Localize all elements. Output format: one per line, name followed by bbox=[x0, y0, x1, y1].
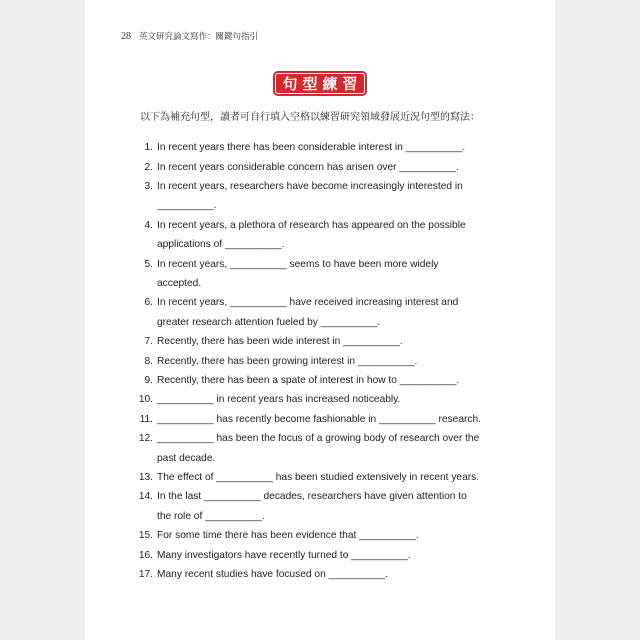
item-number: 4. bbox=[144, 219, 153, 231]
list-item bbox=[133, 565, 481, 584]
item-line: In the last __________ decades, researchers have given attention to bbox=[157, 491, 467, 503]
item-line: __________ in recent years has increased noticeably. bbox=[157, 394, 401, 406]
list-item bbox=[133, 255, 481, 294]
list-item bbox=[133, 293, 481, 332]
sentence-pattern-list bbox=[133, 138, 481, 584]
list-item bbox=[133, 177, 481, 216]
item-line: For some time there has been evidence that __________. bbox=[157, 530, 419, 542]
item-line: greater research attention fueled by __________. bbox=[157, 316, 381, 328]
item-number: 1. bbox=[144, 142, 153, 154]
item-number: 17. bbox=[138, 568, 153, 580]
item-line: The effect of __________ has been studied extensively in recent years. bbox=[157, 471, 480, 483]
item-number: 6. bbox=[144, 297, 153, 309]
item-number: 3. bbox=[144, 181, 153, 193]
item-number: 15. bbox=[138, 530, 153, 542]
item-line: In recent years, researchers have become increasingly interested in bbox=[157, 181, 463, 193]
list-item bbox=[133, 158, 481, 177]
item-line: __________. bbox=[157, 200, 217, 212]
item-number: 9. bbox=[144, 374, 153, 386]
item-number: 5. bbox=[144, 258, 153, 270]
list-item bbox=[133, 138, 481, 157]
list-item bbox=[133, 429, 481, 468]
list-item bbox=[133, 352, 481, 371]
item-line: __________ has been the focus of a growing body of research over the bbox=[157, 433, 480, 445]
list-item bbox=[133, 390, 481, 409]
item-line: Many recent studies have focused on __________. bbox=[157, 568, 389, 580]
item-line: In recent years there has been considerable interest in __________. bbox=[157, 142, 466, 154]
item-line: __________ has recently become fashionable in __________ research. bbox=[157, 413, 481, 425]
item-line: In recent years considerable concern has arisen over __________. bbox=[157, 161, 459, 173]
item-line: Many investigators have recently turned to __________. bbox=[157, 549, 411, 561]
item-line: In recent years, __________ have received increasing interest and bbox=[157, 297, 459, 309]
list-item bbox=[133, 526, 481, 545]
item-number: 12. bbox=[138, 433, 153, 445]
item-number: 13. bbox=[138, 471, 153, 483]
item-line: In recent years, __________ seems to have been more widely bbox=[157, 258, 439, 270]
item-number: 16. bbox=[138, 549, 153, 561]
item-number: 11. bbox=[139, 413, 153, 425]
item-number: 14. bbox=[138, 491, 153, 503]
running-title: 英文研究論文寫作：關鍵句指引 bbox=[139, 32, 259, 42]
list-item bbox=[133, 332, 481, 351]
list-item bbox=[133, 487, 481, 526]
item-line: applications of __________. bbox=[157, 239, 285, 251]
list-item bbox=[133, 371, 481, 390]
list-item bbox=[133, 216, 481, 255]
item-number: 10. bbox=[138, 394, 153, 406]
list-item bbox=[133, 410, 481, 429]
running-header bbox=[121, 31, 258, 43]
item-line: Recently, there has been wide interest in __________. bbox=[157, 336, 403, 348]
list-item bbox=[133, 546, 481, 565]
page-number: 28 bbox=[121, 31, 131, 42]
item-number: 7. bbox=[144, 336, 153, 348]
intro-text: 以下為補充句型，讀者可自行填入空格以練習研究領域發展近況句型的寫法： bbox=[140, 112, 480, 123]
item-line: past decade. bbox=[157, 452, 216, 464]
list-item bbox=[133, 468, 481, 487]
item-line: In recent years, a plethora of research has appeared on the possible bbox=[157, 219, 466, 231]
item-line: Recently, there has been growing interest in __________. bbox=[157, 355, 418, 367]
item-number: 8. bbox=[144, 355, 153, 367]
book-page bbox=[85, 0, 555, 640]
item-line: the role of __________. bbox=[157, 510, 265, 522]
section-badge bbox=[273, 71, 367, 96]
item-line: Recently, there has been a spate of interest in how to __________. bbox=[157, 374, 460, 386]
section-badge-label: 句型練習 bbox=[275, 73, 365, 94]
item-line: accepted. bbox=[157, 278, 202, 290]
item-number: 2. bbox=[144, 161, 153, 173]
